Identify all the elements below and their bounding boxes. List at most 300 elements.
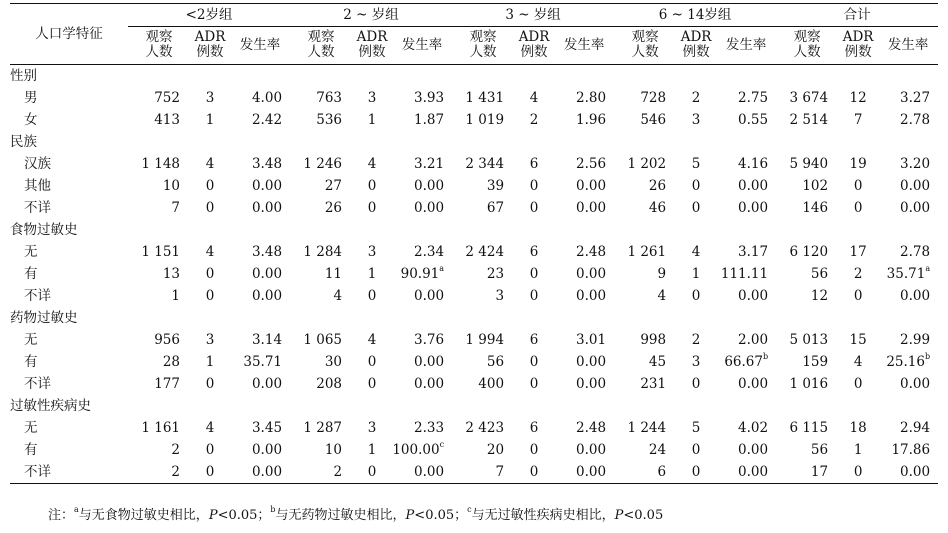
cell-value: 2 344: [465, 156, 505, 172]
incidence-rate-cell: [554, 417, 614, 439]
observed-count-header: [614, 27, 676, 65]
cell-value: 546: [640, 112, 667, 128]
cell-value: 0.00: [738, 178, 769, 194]
cell-value: 3.45: [251, 420, 283, 436]
adr-count-cell: [352, 87, 392, 109]
header-text: 观察: [307, 29, 335, 45]
cell-value: 2 423: [465, 420, 505, 436]
cell-value: 10: [162, 178, 180, 194]
cell-value: 45: [648, 354, 667, 370]
observed-count-cell: [290, 373, 352, 395]
adr-count-cell: [838, 417, 878, 439]
incidence-rate-header: 发生率: [716, 27, 776, 65]
adr-demographics-table: [10, 3, 938, 484]
incidence-rate-cell: [716, 285, 776, 307]
incidence-rate-cell: [878, 153, 938, 175]
cell-value: 2.48: [576, 244, 607, 260]
adr-count-cell: [514, 109, 554, 131]
adr-count-cell: [676, 417, 716, 439]
cell-value: 56: [810, 266, 829, 282]
adr-count-cell: [352, 153, 392, 175]
incidence-rate-cell: [230, 153, 290, 175]
cell-value: 4: [367, 332, 377, 348]
incidence-rate-cell: [878, 87, 938, 109]
incidence-rate-cell: [230, 417, 290, 439]
header-text: 例数: [844, 44, 872, 60]
note-threshold: <0.05；: [217, 508, 271, 523]
adr-count-cell: [514, 263, 554, 285]
cell-value: 0: [205, 442, 215, 458]
incidence-rate-cell: [878, 109, 938, 131]
cell-value: 4: [529, 90, 539, 106]
cell-value: 0.00: [251, 178, 283, 194]
row-label: 不详: [24, 288, 51, 304]
cell-value: 2: [691, 332, 701, 348]
table-row: [10, 351, 938, 373]
cell-value: 4: [853, 354, 863, 370]
note-marker: c: [467, 505, 472, 515]
cell-value: 0.00: [900, 288, 931, 304]
incidence-rate-cell: [716, 109, 776, 131]
cell-value: 27: [324, 178, 343, 194]
cell-value: 208: [316, 376, 343, 392]
observed-count-cell: [128, 351, 190, 373]
note-marker: b: [270, 505, 276, 515]
header-text: 人数: [307, 44, 335, 60]
adr-count-cell: [190, 87, 230, 109]
incidence-rate-cell: [716, 87, 776, 109]
observed-count-cell: [614, 109, 676, 131]
cell-value: 0.00: [576, 178, 607, 194]
cell-value: 0.00: [414, 376, 445, 392]
note-text: 与无食物过敏史相比，: [78, 508, 209, 523]
table-row: [10, 417, 938, 439]
cell-value: 1.87: [414, 112, 445, 128]
incidence-rate-cell: [230, 109, 290, 131]
cell-value: 1 016: [789, 376, 829, 392]
incidence-rate-cell: [230, 461, 290, 484]
cell-value: 18: [849, 420, 867, 436]
cell-value: 3.01: [576, 332, 607, 348]
category-label: 民族: [10, 134, 37, 150]
observed-count-cell: [614, 285, 676, 307]
cell-value: 6: [657, 464, 667, 480]
cell-value: 1: [367, 266, 377, 282]
incidence-rate-cell: [230, 241, 290, 263]
cell-value: 0.00: [414, 200, 445, 216]
header-text: ADR: [518, 29, 550, 45]
cell-value: 1 994: [465, 332, 505, 348]
incidence-rate-cell: [878, 439, 938, 461]
header-text: 人数: [631, 44, 659, 60]
group-header: 2 ~ 岁组: [290, 4, 452, 27]
incidence-rate-cell: [878, 285, 938, 307]
cell-value: 0.00: [576, 464, 607, 480]
table-row: [10, 153, 938, 175]
cell-value: 4: [205, 244, 215, 260]
category-row: [10, 131, 938, 153]
adr-count-cell: [514, 417, 554, 439]
adr-count-cell: [838, 461, 878, 484]
cell-value: 3.14: [251, 332, 283, 348]
observed-count-cell: [128, 439, 190, 461]
observed-count-cell: [290, 153, 352, 175]
note-p-symbol: P: [614, 508, 624, 523]
cell-value: 2.99: [900, 332, 931, 348]
observed-count-cell: [128, 197, 190, 219]
incidence-rate-cell: [554, 175, 614, 197]
adr-count-cell: [838, 153, 878, 175]
incidence-rate-cell: [392, 373, 452, 395]
cell-value: 23: [486, 266, 505, 282]
cell-value: 12: [810, 288, 829, 304]
cell-value: 5: [691, 156, 701, 172]
observed-count-cell: [614, 197, 676, 219]
observed-count-cell: [452, 87, 514, 109]
incidence-rate-cell: [878, 241, 938, 263]
header-text: ADR: [680, 29, 712, 45]
adr-count-cell: [352, 285, 392, 307]
adr-count-header: [190, 27, 230, 65]
cell-value: 67: [486, 200, 505, 216]
cell-value: 1: [853, 442, 863, 458]
row-label: 汉族: [24, 156, 51, 172]
incidence-rate-cell: [716, 351, 776, 373]
row-label: 不详: [24, 376, 51, 392]
cell-value: 4.02: [738, 420, 769, 436]
cell-value: 1: [205, 354, 215, 370]
incidence-rate-cell: [554, 241, 614, 263]
adr-count-cell: [190, 329, 230, 351]
table-body: [10, 65, 938, 484]
incidence-rate-cell: [554, 351, 614, 373]
adr-count-cell: [838, 263, 878, 285]
header-text: 人数: [793, 44, 821, 60]
cell-value: 413: [154, 112, 180, 128]
cell-value: 3: [205, 90, 215, 106]
cell-value: 0.00: [576, 376, 607, 392]
cell-value: 0.00: [251, 464, 283, 480]
observed-count-cell: [452, 285, 514, 307]
observed-count-cell: [128, 109, 190, 131]
table-row: [10, 461, 938, 484]
cell-value: 4: [691, 244, 701, 260]
adr-count-cell: [190, 197, 230, 219]
adr-count-cell: [676, 109, 716, 131]
cell-value: 90.91: [400, 266, 440, 282]
cell-value: 17: [849, 244, 867, 260]
cell-value: 0.00: [251, 288, 283, 304]
table-row: [10, 439, 938, 461]
observed-count-cell: [290, 285, 352, 307]
adr-count-cell: [190, 175, 230, 197]
cell-value: 0.00: [414, 464, 445, 480]
observed-count-cell: [128, 373, 190, 395]
row-label: 有: [24, 442, 38, 458]
significance-marker: a: [439, 263, 445, 273]
cell-value: 2: [529, 112, 539, 128]
cell-value: 0.00: [738, 200, 769, 216]
cell-value: 39: [486, 178, 505, 194]
row-label: 有: [24, 354, 38, 370]
cell-value: 1 244: [627, 420, 667, 436]
cell-value: 3 674: [789, 90, 829, 106]
cell-value: 2.80: [576, 90, 607, 106]
incidence-rate-cell: [554, 153, 614, 175]
incidence-rate-header: 发生率: [878, 27, 938, 65]
observed-count-cell: [614, 87, 676, 109]
observed-count-cell: [452, 197, 514, 219]
note-marker: a: [74, 505, 79, 515]
observed-count-cell: [452, 351, 514, 373]
cell-value: 11: [324, 266, 343, 282]
incidence-rate-cell: [230, 87, 290, 109]
incidence-rate-cell: [878, 263, 938, 285]
adr-count-cell: [190, 417, 230, 439]
cell-value: 35.71: [886, 266, 926, 282]
cell-value: 0: [529, 200, 539, 216]
adr-count-cell: [514, 329, 554, 351]
cell-value: 3.76: [414, 332, 445, 348]
incidence-rate-cell: [230, 329, 290, 351]
cell-value: 1 246: [303, 156, 343, 172]
table-row: [10, 241, 938, 263]
header-text: 观察: [631, 29, 659, 45]
table-row: [10, 373, 938, 395]
cell-value: 2.75: [738, 90, 769, 106]
adr-count-cell: [352, 329, 392, 351]
cell-value: 3: [367, 420, 377, 436]
cell-value: 100.00: [392, 442, 440, 458]
cell-value: 0.00: [900, 376, 931, 392]
cell-value: 4: [205, 156, 215, 172]
cell-value: 2: [171, 464, 180, 480]
adr-count-cell: [352, 263, 392, 285]
observed-count-cell: [452, 417, 514, 439]
table-row: [10, 87, 938, 109]
header-text: 人数: [145, 44, 173, 60]
cell-value: 0: [691, 200, 701, 216]
cell-value: 5 940: [789, 156, 829, 172]
incidence-rate-cell: [554, 461, 614, 484]
header-text: 例数: [520, 44, 548, 60]
cell-value: 0: [691, 288, 701, 304]
cell-value: 25.16: [886, 354, 925, 370]
row-label: 女: [24, 112, 38, 128]
incidence-rate-cell: [878, 329, 938, 351]
cell-value: 0: [853, 288, 863, 304]
adr-count-cell: [190, 263, 230, 285]
adr-count-cell: [514, 197, 554, 219]
cell-value: 0: [367, 376, 377, 392]
cell-value: 6: [529, 332, 539, 348]
cell-value: 0.00: [900, 178, 931, 194]
row-label: 其他: [24, 178, 51, 194]
cell-value: 28: [162, 354, 180, 370]
note-threshold: <0.05: [623, 508, 664, 523]
cell-value: 26: [648, 178, 667, 194]
cell-value: 1 287: [303, 420, 343, 436]
incidence-rate-cell: [554, 109, 614, 131]
cell-value: 146: [802, 200, 829, 216]
cell-value: 1: [205, 112, 215, 128]
observed-count-cell: [776, 351, 838, 373]
observed-count-cell: [614, 351, 676, 373]
row-label: 无: [24, 420, 38, 436]
adr-count-cell: [676, 241, 716, 263]
table-footnote: [48, 505, 664, 524]
category-label: 药物过敏史: [10, 310, 78, 326]
incidence-rate-cell: [392, 439, 452, 461]
cell-value: 0: [529, 442, 539, 458]
observed-count-cell: [776, 197, 838, 219]
incidence-rate-cell: [230, 197, 290, 219]
cell-value: 0.55: [738, 112, 769, 128]
cell-value: 1 202: [627, 156, 667, 172]
cell-value: 1 019: [465, 112, 505, 128]
incidence-rate-cell: [878, 417, 938, 439]
cell-value: 0.00: [900, 464, 931, 480]
cell-value: 998: [640, 332, 667, 348]
header-text: ADR: [842, 29, 874, 45]
group-header: <2岁组: [128, 4, 290, 27]
adr-count-cell: [676, 197, 716, 219]
adr-count-cell: [676, 87, 716, 109]
cell-value: 0.00: [738, 442, 769, 458]
cell-value: 0: [205, 288, 215, 304]
cell-value: 0.00: [576, 288, 607, 304]
cell-value: 0.00: [251, 200, 283, 216]
note-threshold: <0.05；: [414, 508, 468, 523]
adr-count-cell: [190, 373, 230, 395]
cell-value: 4.16: [738, 156, 769, 172]
adr-count-cell: [838, 175, 878, 197]
category-row: [10, 307, 938, 329]
observed-count-cell: [614, 439, 676, 461]
cell-value: 3: [495, 288, 505, 304]
adr-count-cell: [352, 373, 392, 395]
incidence-rate-cell: [554, 329, 614, 351]
cell-value: 2: [333, 464, 343, 480]
observed-count-cell: [290, 461, 352, 484]
adr-count-cell: [352, 439, 392, 461]
cell-value: 0: [691, 442, 701, 458]
cell-value: 4: [367, 156, 377, 172]
incidence-rate-cell: [716, 461, 776, 484]
cell-value: 1 261: [627, 244, 667, 260]
cell-value: 763: [316, 90, 343, 106]
row-label: 有: [24, 266, 38, 282]
category-row: [10, 219, 938, 241]
cell-value: 56: [810, 442, 829, 458]
cell-value: 2.33: [414, 420, 445, 436]
cell-value: 2.56: [576, 156, 607, 172]
cell-value: 17.86: [891, 442, 931, 458]
header-text: 人数: [469, 44, 497, 60]
incidence-rate-cell: [230, 263, 290, 285]
cell-value: 0.00: [414, 354, 445, 370]
cell-value: 3.17: [738, 244, 769, 260]
cell-value: 4: [333, 288, 343, 304]
observed-count-cell: [614, 417, 676, 439]
cell-value: 6 115: [789, 420, 829, 436]
incidence-rate-cell: [230, 351, 290, 373]
cell-value: 0: [529, 288, 539, 304]
adr-count-cell: [676, 263, 716, 285]
cell-value: 0: [529, 178, 539, 194]
cell-value: 0.00: [738, 288, 769, 304]
observed-count-cell: [614, 461, 676, 484]
incidence-rate-cell: [878, 175, 938, 197]
group-header: 3 ~ 岁组: [452, 4, 614, 27]
category-label: 性别: [10, 68, 37, 84]
observed-count-cell: [128, 153, 190, 175]
adr-count-cell: [190, 439, 230, 461]
cell-value: 0: [205, 266, 215, 282]
observed-count-header: [128, 27, 190, 65]
cell-value: 19: [849, 156, 867, 172]
observed-count-cell: [776, 109, 838, 131]
cell-value: 66.67: [724, 354, 763, 370]
adr-count-cell: [514, 175, 554, 197]
cell-value: 0: [205, 178, 215, 194]
incidence-rate-header: 发生率: [392, 27, 452, 65]
cell-value: 1: [367, 112, 377, 128]
significance-marker: c: [439, 439, 445, 449]
cell-value: 1 431: [465, 90, 505, 106]
cell-value: 752: [154, 90, 180, 106]
note-prefix: 注：: [48, 508, 75, 523]
cell-value: 6 120: [789, 244, 829, 260]
cell-value: 3: [691, 354, 701, 370]
table-row: [10, 197, 938, 219]
adr-count-cell: [838, 439, 878, 461]
cell-value: 1 284: [303, 244, 343, 260]
adr-count-cell: [190, 461, 230, 484]
cell-value: 231: [640, 376, 667, 392]
cell-value: 0: [529, 266, 539, 282]
observed-count-cell: [452, 241, 514, 263]
row-label: 不详: [24, 200, 51, 216]
incidence-rate-cell: [392, 241, 452, 263]
cell-value: 728: [640, 90, 667, 106]
cell-value: 177: [154, 376, 180, 392]
cell-value: 1 151: [141, 244, 180, 260]
observed-count-cell: [452, 439, 514, 461]
observed-count-cell: [128, 175, 190, 197]
incidence-rate-cell: [392, 87, 452, 109]
cell-value: 0: [691, 376, 701, 392]
cell-value: 5 013: [789, 332, 829, 348]
observed-count-cell: [776, 373, 838, 395]
cell-value: 46: [648, 200, 667, 216]
adr-count-cell: [190, 351, 230, 373]
incidence-rate-header: 发生率: [554, 27, 614, 65]
adr-count-cell: [514, 351, 554, 373]
adr-count-cell: [838, 285, 878, 307]
observed-count-header: [776, 27, 838, 65]
row-label-header: 人口学特征: [10, 4, 128, 65]
observed-count-cell: [290, 417, 352, 439]
observed-count-cell: [776, 285, 838, 307]
observed-count-cell: [776, 175, 838, 197]
adr-count-cell: [190, 241, 230, 263]
cell-value: 0: [367, 200, 377, 216]
incidence-rate-cell: [392, 109, 452, 131]
cell-value: 3.48: [251, 244, 283, 260]
observed-count-header: [290, 27, 352, 65]
incidence-rate-cell: [554, 439, 614, 461]
